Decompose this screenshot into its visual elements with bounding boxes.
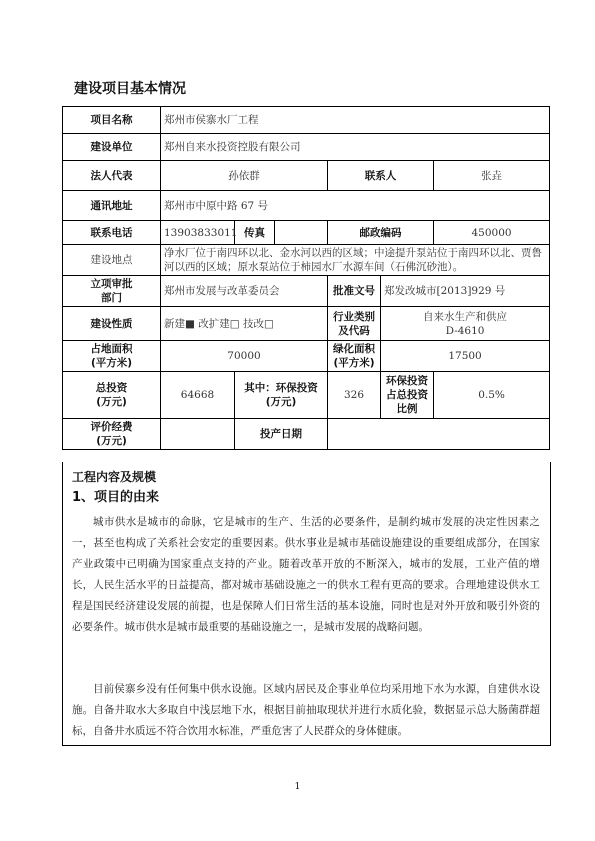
approval-no-value: 郑发改城市[2013]929 号 [381,276,550,307]
fax-label: 传真 [235,221,275,245]
total-invest-label [63,372,161,419]
eval-fee-label [63,419,161,450]
paragraph-2: 目前侯寨乡没有任何集中供水设施。区域内居民及企事业单位均采用地下水为水源，自建供水设施。自备井取水大多取自中浅层地下水，根据目前抽取现状并进行水质化验，数据显示总大肠菌群超标，自备井水质远不符合饮用水标准，严重危害了人民群众的身体健康。 [72,683,540,737]
phone-label: 联系电话 [63,221,161,245]
page-number: 1 [294,782,301,792]
total-invest-value: 64668 [161,372,235,419]
green-area-label-line1: 绿化面积 [333,343,375,355]
start-date-label: 投产日期 [235,419,328,450]
legal-rep-value: 孙依群 [161,161,328,191]
page-title: 建设项目基本情况 [74,81,186,97]
industry-value-line2: D-4610 [445,324,485,337]
env-invest-label [235,372,328,419]
total-invest-label-line1: 总投资 [95,382,128,394]
env-ratio-label-line3: 比例 [396,403,418,415]
env-ratio-label [381,372,434,419]
table-row [63,276,550,307]
eval-fee-label-line1: 评价经费 [90,421,133,433]
postcode-value: 450000 [434,221,550,245]
env-invest-label-line2: (万元) [265,396,297,408]
nature-label: 建设性质 [63,307,161,341]
table-row [63,419,550,450]
builder-label: 建设单位 [63,134,161,161]
industry-label [328,307,381,341]
address-value: 郑州市中原中路 67 号 [161,191,550,221]
location-value: 净水厂位于南四环以北、金水河以西的区域；中途提升泵站位于南四环以北、贾鲁河以西的区域；原水泵站位于柿园水厂水源车间（石佛沉砂池）。 [161,245,550,276]
env-invest-label-line1: 其中：环保投资 [244,382,318,394]
eval-fee-value [161,419,235,450]
env-invest-value: 326 [328,372,381,419]
env-ratio-label-line2: 占总投资 [386,389,428,401]
fax-value [275,221,328,245]
start-date-value [328,419,550,450]
approval-dept-label-line2: 部门 [101,292,122,304]
postcode-label: 邮政编码 [328,221,434,245]
table-row [63,307,550,341]
contact-label: 联系人 [328,161,434,191]
nature-value: 新建■ 改扩建□ 技改□ [161,307,328,341]
project-info-table [62,106,550,450]
total-invest-label-line2: (万元) [96,396,127,408]
green-area-label-line2: (平方米) [333,357,375,369]
land-area-label-line1: 占地面积 [90,343,133,355]
industry-label-line2: 及代码 [338,324,370,337]
land-area-label [63,341,161,372]
address-label: 通讯地址 [63,191,161,221]
approval-dept-value: 郑州市发展与改革委员会 [161,276,328,307]
project-name-value: 郑州市侯寨水厂工程 [161,107,550,134]
industry-value-line1: 自来水生产和供应 [423,310,508,323]
project-content-section [62,462,551,746]
approval-dept-label [63,276,161,307]
builder-value: 郑州自来水投资控股有限公司 [161,134,550,161]
paragraph-1: 城市供水是城市的命脉，它是城市的生产、生活的必要条件，是制约城市发展的决定性因素之一，甚至也构成了关系社会安定的重要因素。供水事业是城市基础设施建设的重要组成部分，在国家产业政策中已明确为国家重点支持的产业。随着改革开放的不断深入，城市的发展，工业产值的增长，人民生活水平的日益提高，都对城市基础设施之一的供水工程有更高的要求。合理地建设供水工程是国民经济建设发展的前提，也是保障人们日常生活的基本设施，同时也是对外开放和吸引外资的必要条件。城市供水是城市最重要的基础设施之一，是城市发展的战略问题。 [72,516,540,633]
phone-value: 13903833011 [161,221,235,245]
industry-value [381,307,550,341]
table-row [63,134,550,161]
section-subtitle: 1、项目的由来 [72,490,160,505]
approval-no-label: 批准文号 [328,276,381,307]
env-ratio-value: 0.5% [434,372,550,419]
table-row [63,245,550,276]
green-area-label [328,341,381,372]
approval-dept-label-line1: 立项审批 [90,278,133,290]
legal-rep-label: 法人代表 [63,161,161,191]
eval-fee-label-line2: (万元) [96,435,127,447]
table-row [63,107,550,134]
project-name-label: 项目名称 [63,107,161,134]
table-row [63,341,550,372]
table-row [63,191,550,221]
contact-value: 张垚 [434,161,550,191]
green-area-value: 17500 [381,341,550,372]
section-title: 工程内容及规模 [72,470,157,484]
table-row [63,372,550,419]
table-row [63,221,550,245]
industry-label-line1: 行业类别 [333,310,375,323]
env-ratio-label-line1: 环保投资 [386,375,428,387]
land-area-label-line2: (平方米) [90,357,133,369]
table-row [63,161,550,191]
land-area-value: 70000 [161,341,328,372]
location-label: 建设地点 [63,245,161,276]
